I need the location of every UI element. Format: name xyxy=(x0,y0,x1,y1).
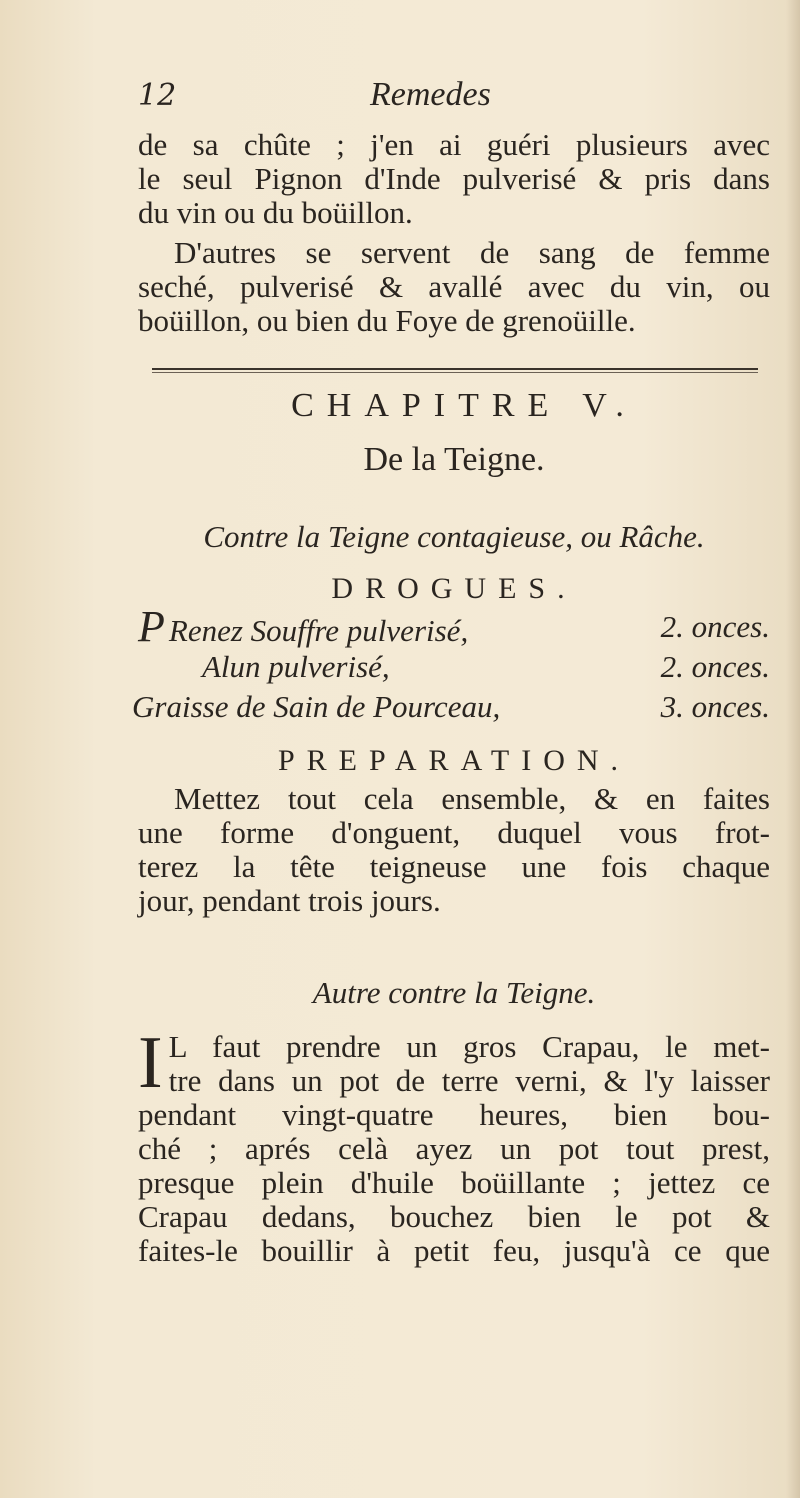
chapter-title: De la Teigne. xyxy=(363,441,545,478)
text-line: seché, pulverisé & avallé avec du vin, ou xyxy=(138,269,770,304)
drug-row xyxy=(138,650,770,684)
text-line: Crapau dedans, bouchez bien le pot & xyxy=(138,1199,770,1234)
drug-list xyxy=(132,602,770,724)
text-line: D'autres se servent de sang de femme xyxy=(174,235,770,270)
drug-quantity: 2. onces. xyxy=(660,649,770,684)
preparation-heading: PREPARATION. xyxy=(277,744,631,777)
paragraph-autres xyxy=(138,236,770,338)
drug-row xyxy=(132,689,770,724)
text-line: de sa chûte ; j'en ai guéri plusieurs avec xyxy=(138,127,770,162)
text-line: le seul Pignon d'Inde pulverisé & pris dans xyxy=(138,161,770,196)
page-header xyxy=(138,78,778,122)
preparation-text xyxy=(138,782,770,918)
drug-quantity: 3. onces. xyxy=(660,689,770,724)
text-line: L faut prendre un gros Crapau, le met- xyxy=(168,1029,770,1064)
section-rule-thin xyxy=(152,372,758,373)
paragraph-continued xyxy=(138,128,770,230)
text-line: tre dans un pot de terre verni, & l'y laisser xyxy=(168,1063,770,1098)
drug-name: P Renez Souffre pulverisé, xyxy=(138,602,469,651)
drugs-heading: DROGUES. xyxy=(331,572,577,605)
text-line: du vin ou du boüillon. xyxy=(138,195,413,230)
text-line: une forme d'onguent, duquel vous frot- xyxy=(138,815,770,850)
text-line: faites-le bouillir à petit feu, jusqu'à ce que xyxy=(138,1233,770,1268)
drop-cap: P xyxy=(138,602,165,651)
text-line: terez la tête teigneuse une fois chaque xyxy=(138,849,770,884)
text-line: ché ; aprés celà ayez un pot tout prest, xyxy=(138,1131,770,1166)
remedy-title: Contre la Teigne contagieuse, ou Râche. xyxy=(203,519,705,554)
text-line: pendant vingt-quatre heures, bien bou- xyxy=(138,1097,770,1132)
remedy-text xyxy=(138,1022,770,1268)
drug-row xyxy=(138,602,770,651)
page-number: 12 xyxy=(138,78,177,113)
running-head: Remedes xyxy=(370,76,491,113)
text-line: presque plein d'huile boüillante ; jettez ce xyxy=(138,1165,770,1200)
remedy-title: Autre contre la Teigne. xyxy=(312,975,596,1010)
text-line: boüillon, ou bien du Foye de grenoüille. xyxy=(138,303,636,338)
drug-name: Graisse de Sain de Pourceau, xyxy=(132,689,501,724)
text-line: Mettez tout cela ensemble, & en faites xyxy=(174,781,770,816)
text-line: jour, pendant trois jours. xyxy=(138,883,441,918)
drug-name: Alun pulverisé, xyxy=(202,649,390,684)
chapter-heading: CHAPITRE V. xyxy=(291,387,637,424)
section-rule xyxy=(152,368,758,370)
drop-cap: I xyxy=(138,1022,163,1104)
drug-quantity: 2. onces. xyxy=(660,609,770,644)
